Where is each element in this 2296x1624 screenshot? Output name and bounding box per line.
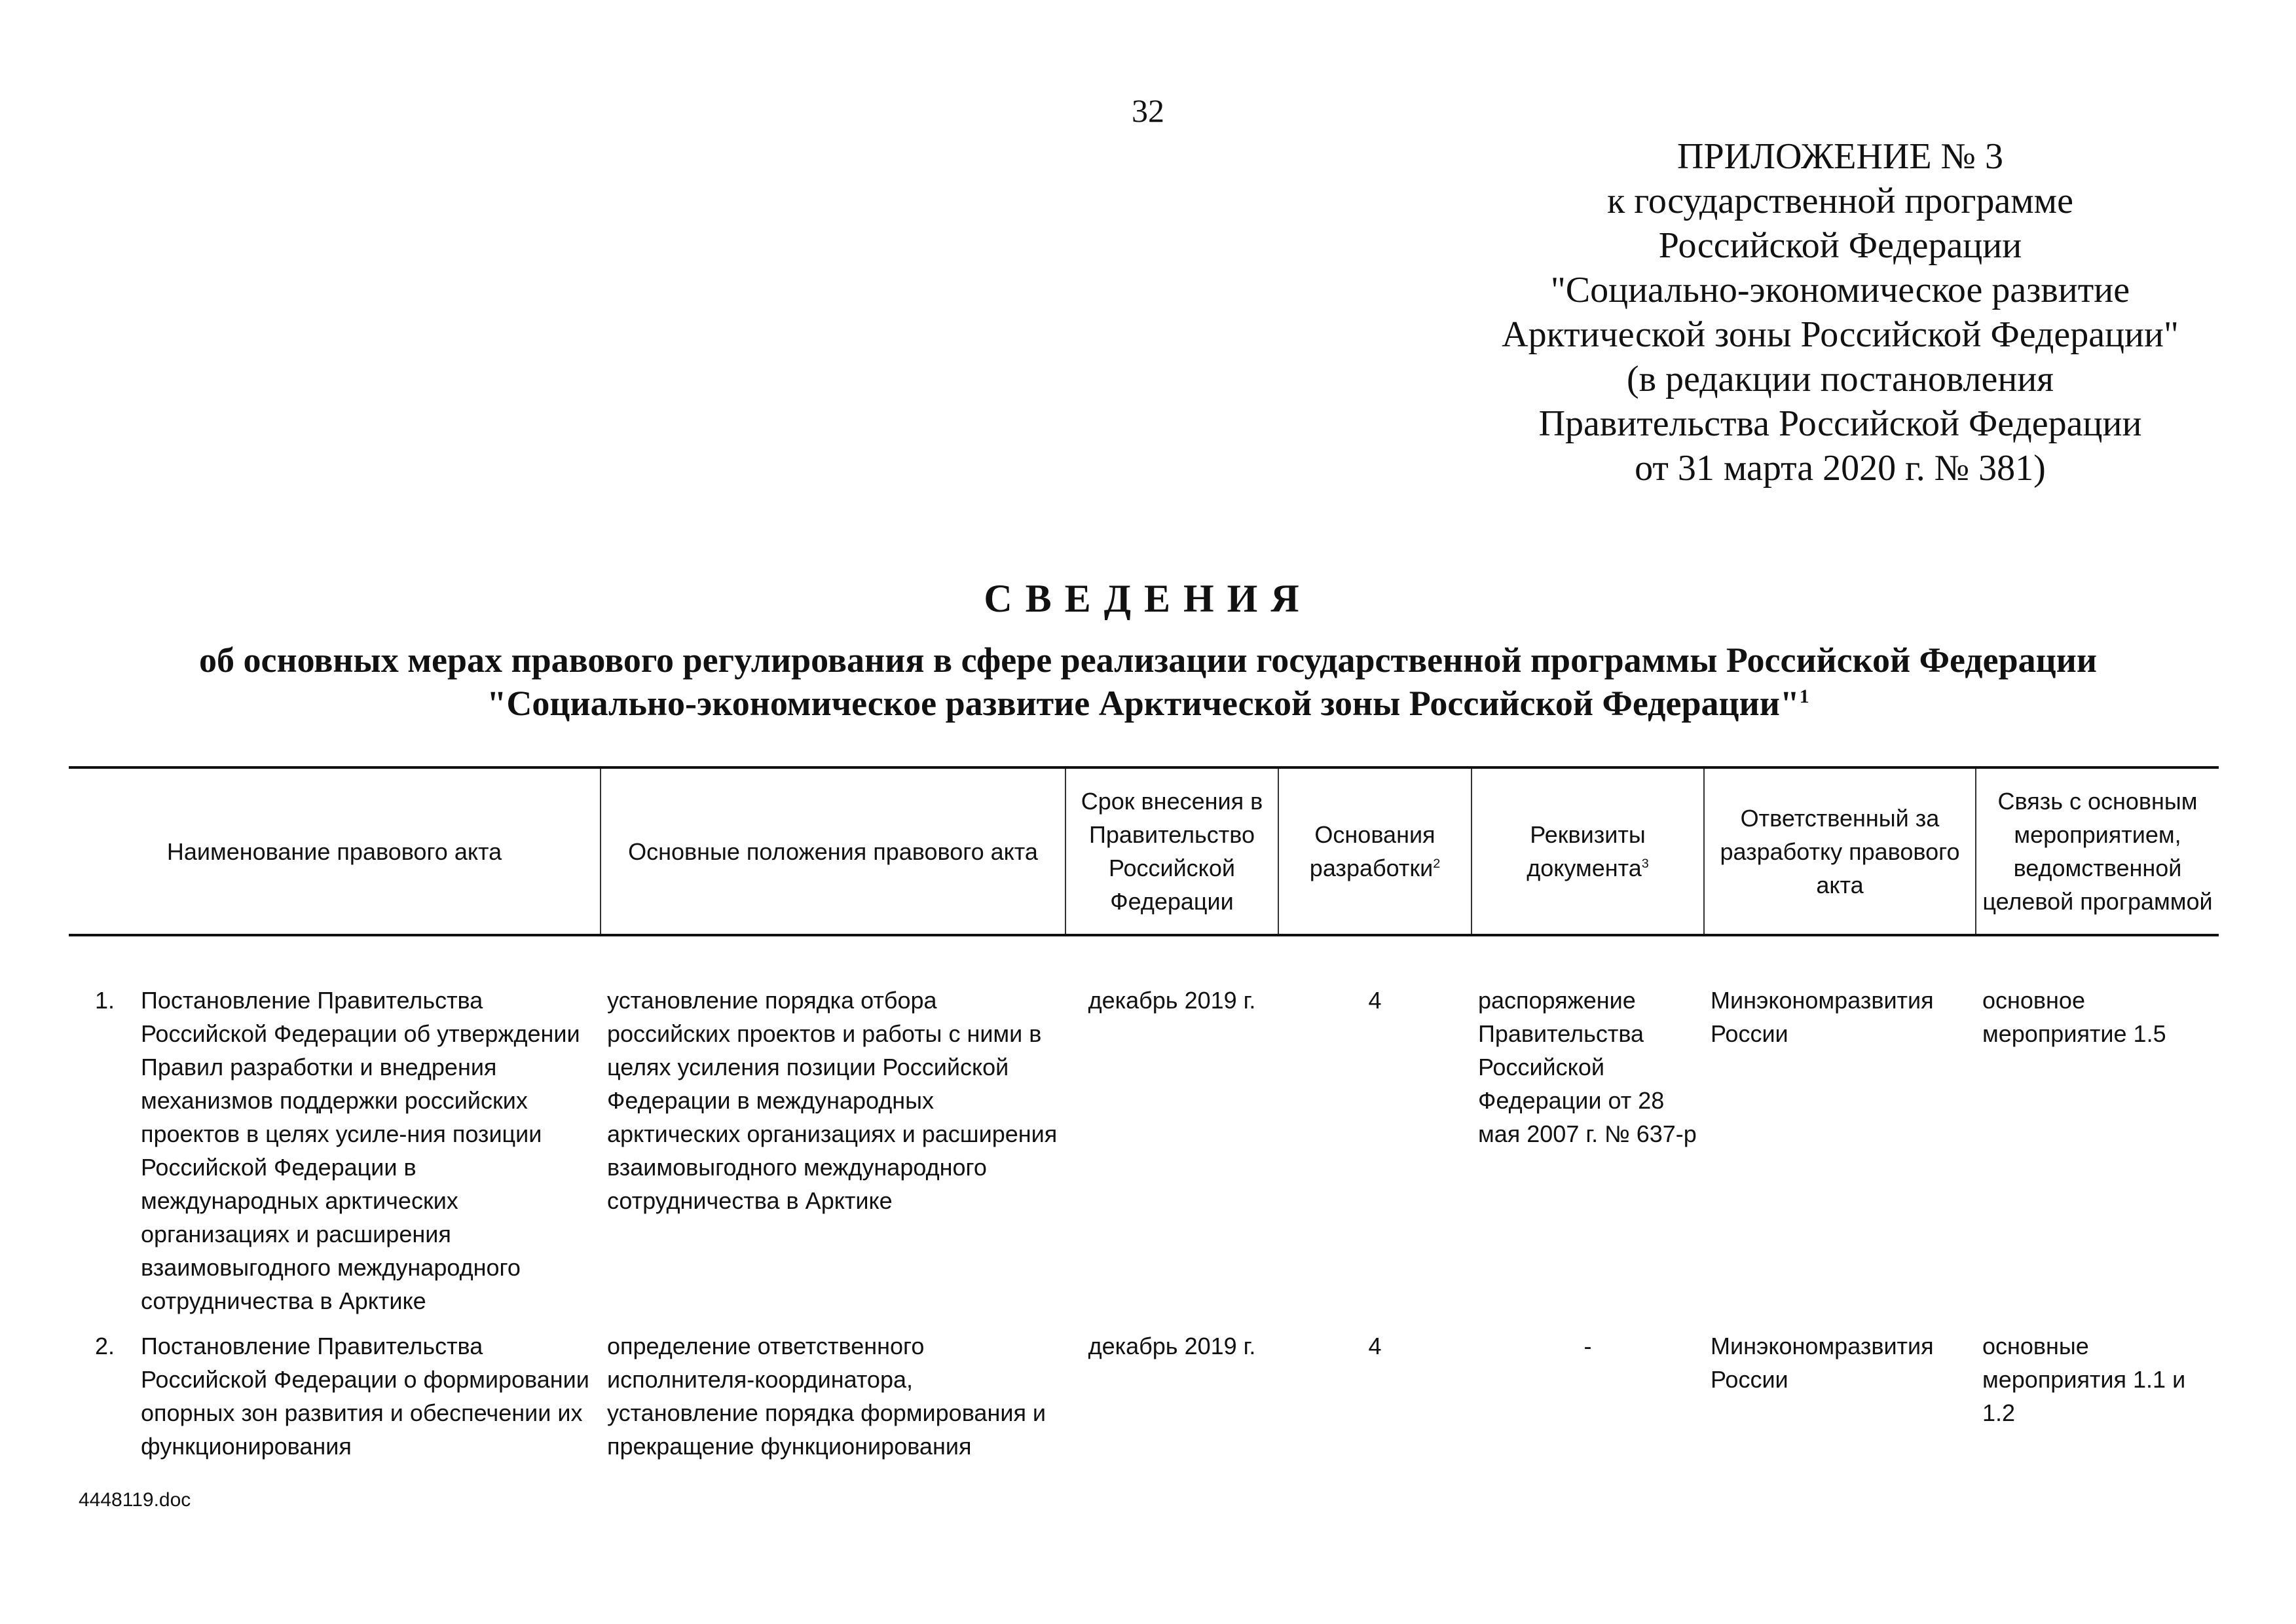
row-deadline: декабрь 2019 г. <box>1088 1333 1256 1359</box>
document-subtitle <box>0 638 2296 725</box>
appendix-line: к государственной программе <box>1607 181 2073 221</box>
table-row <box>69 935 2219 1318</box>
page-number: 32 <box>1132 92 1164 129</box>
file-name-footer: 4448119.doc <box>79 1489 191 1511</box>
header-link: Связь с основным мероприятием, ведомственной целевой программой <box>1976 767 2219 935</box>
row-name: Постановление Правительства Российской Федерации об утверждении Правил разработки и внедрения механизмов поддержки российских проектов в целях усиле-ния позиции Российской Федерации в международных арктических организациях и расширения взаимовыгодного международного сотрудничества в Арктике <box>141 987 580 1314</box>
appendix-block <box>1447 134 2233 490</box>
row-deadline: декабрь 2019 г. <box>1088 987 1256 1014</box>
appendix-line: Правительства Российской Федерации <box>1538 403 2142 444</box>
table-row <box>69 1318 2219 1463</box>
header-name: Наименование правового акта <box>69 767 601 935</box>
subtitle-line-2-text: "Социально-экономическое развитие Арктической зоны Российской Федерации" <box>487 684 1800 723</box>
row-name-cell <box>69 935 601 1318</box>
row-number: 2. <box>95 1333 115 1359</box>
header-basis-text: Основания разработки <box>1309 821 1435 881</box>
row-link: основные мероприятия 1.1 и 1.2 <box>1982 1333 2186 1426</box>
row-basis: 4 <box>1368 1333 1382 1359</box>
row-number: 1. <box>95 987 115 1014</box>
appendix-line: Российской Федерации <box>1658 225 2022 266</box>
row-details: распоряжение Правительства Российской Федерации от 28 мая 2007 г. № 637-р <box>1478 987 1697 1147</box>
footnote-mark: 3 <box>1641 857 1649 871</box>
header-provisions: Основные положения правового акта <box>601 767 1065 935</box>
row-basis: 4 <box>1368 987 1382 1014</box>
footnote-mark: 2 <box>1433 857 1441 871</box>
row-name-cell <box>69 1318 601 1463</box>
header-basis <box>1278 767 1472 935</box>
appendix-line: от 31 марта 2020 г. № 381) <box>1635 448 2046 489</box>
header-details-text: Реквизиты документа <box>1527 821 1646 881</box>
footnote-mark: 1 <box>1799 686 1809 707</box>
measures-table <box>69 766 2219 1463</box>
header-deadline: Срок внесения в Правительство Российской Федерации <box>1065 767 1278 935</box>
appendix-line: (в редакции постановления <box>1626 359 2054 399</box>
appendix-line: "Социально-экономическое развитие <box>1550 270 2130 310</box>
row-responsible: Минэкономразвития России <box>1711 987 1934 1047</box>
appendix-line: Арктической зоны Российской Федерации" <box>1502 314 2179 355</box>
row-responsible: Минэкономразвития России <box>1711 1333 1934 1393</box>
subtitle-line-1: об основных мерах правового регулирования в сфере реализации государственной программы Российской Федерации <box>199 640 2097 680</box>
row-link: основное мероприятие 1.5 <box>1982 987 2166 1047</box>
row-name: Постановление Правительства Российской Федерации о формировании опорных зон развития и обеспечении их функционирования <box>141 1333 589 1460</box>
row-details: - <box>1583 1333 1592 1359</box>
row-provisions: установление порядка отбора российских проектов и работы с ними в целях усиления позиции Российской Федерации в международных арктических организациях и расширения взаимовыгодного международного сотрудничества в Арктике <box>607 987 1058 1214</box>
appendix-line: ПРИЛОЖЕНИЕ № 3 <box>1677 136 2003 177</box>
row-provisions: определение ответственного исполнителя-координатора, установление порядка формирования и прекращение функционирования <box>607 1333 1046 1460</box>
measures-table-wrapper <box>69 766 2213 1463</box>
header-responsible: Ответственный за разработку правового акта <box>1704 767 1976 935</box>
subtitle-line-2 <box>0 682 2296 725</box>
header-details <box>1472 767 1704 935</box>
table-header-row <box>69 767 2219 935</box>
document-title: СВЕДЕНИЯ <box>984 577 1312 620</box>
